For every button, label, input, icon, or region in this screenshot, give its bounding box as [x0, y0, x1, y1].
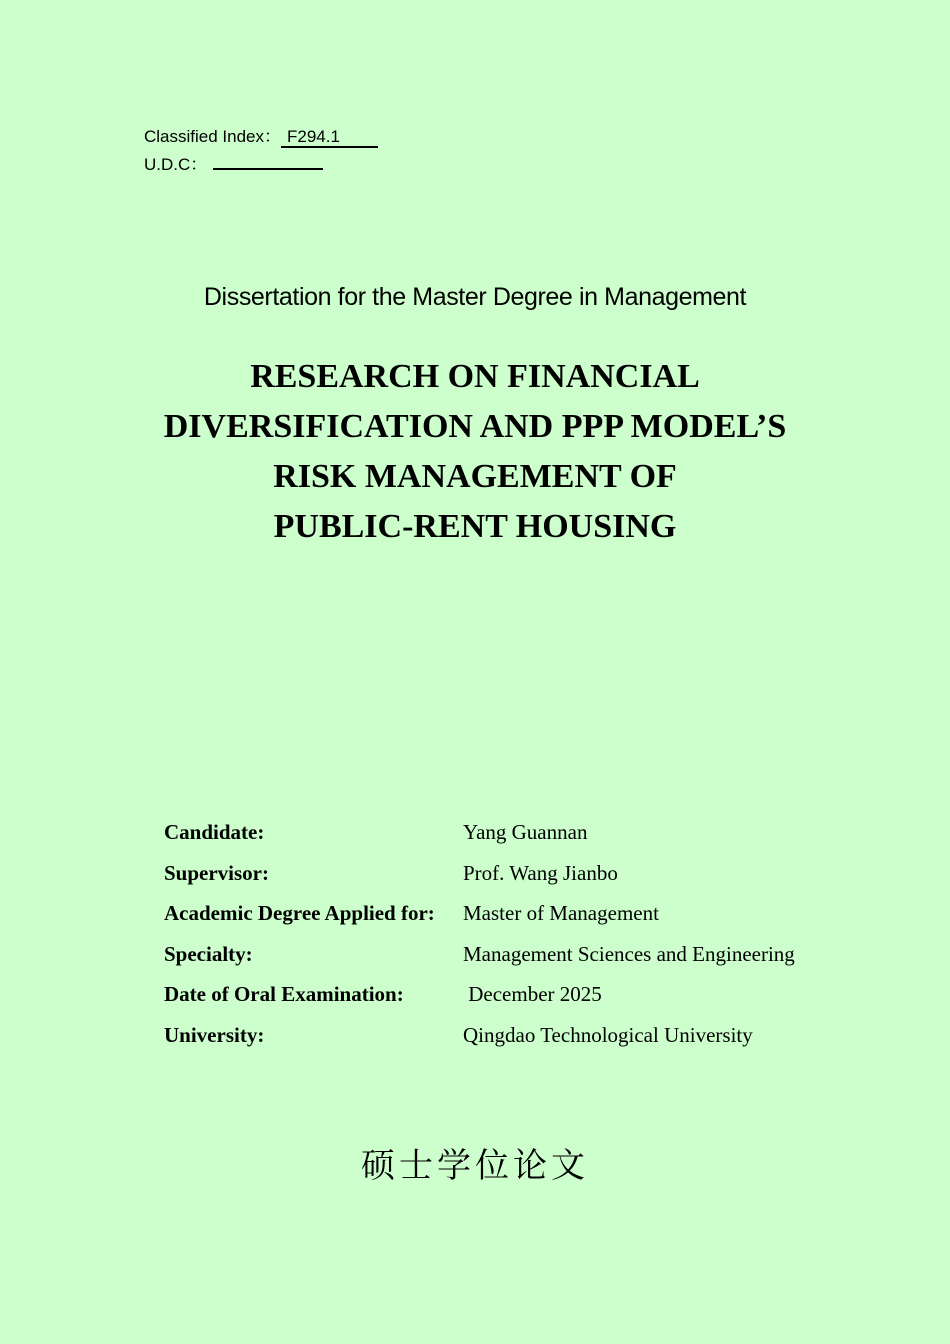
title-line: RESEARCH ON FINANCIAL: [250, 358, 700, 395]
info-value: Management Sciences and Engineering: [463, 941, 795, 966]
info-label: Candidate:: [164, 820, 265, 844]
classified-index-value: F294.1: [281, 127, 378, 148]
info-label: Academic Degree Applied for:: [164, 901, 435, 926]
classified-index-row: [144, 124, 378, 149]
info-label: Supervisor:: [164, 860, 269, 885]
dissertation-title: [0, 352, 950, 552]
udc-label: U.D.C：: [144, 155, 208, 174]
udc-row: [144, 149, 378, 177]
info-row: [164, 853, 795, 894]
title-line: DIVERSIFICATION AND PPP MODEL’S: [163, 408, 787, 445]
info-value: Yang Guannan: [463, 820, 588, 844]
info-value: December 2025: [463, 982, 602, 1007]
info-row: [164, 1015, 795, 1056]
candidate-info-table: [164, 812, 795, 1056]
udc-value: [213, 149, 323, 170]
classified-index-label: Classified Index：: [144, 127, 282, 146]
info-row: [164, 974, 795, 1015]
title-line: PUBLIC-RENT HOUSING: [273, 508, 677, 545]
info-value: Master of Management: [463, 901, 659, 926]
info-label: University:: [164, 1022, 265, 1047]
info-label: Specialty:: [164, 941, 253, 966]
info-value: Qingdao Technological University: [463, 1022, 753, 1047]
chinese-degree-title: 硕士学位论文: [361, 1146, 589, 1186]
info-row: [164, 812, 795, 853]
classification-block: [144, 124, 378, 177]
info-row: [164, 893, 795, 934]
info-value: Prof. Wang Jianbo: [463, 860, 618, 885]
info-row: [164, 934, 795, 975]
title-line: RISK MANAGEMENT OF: [273, 458, 677, 495]
info-label: Date of Oral Examination:: [164, 982, 404, 1007]
degree-line: Dissertation for the Master Degree in Management: [203, 283, 747, 311]
